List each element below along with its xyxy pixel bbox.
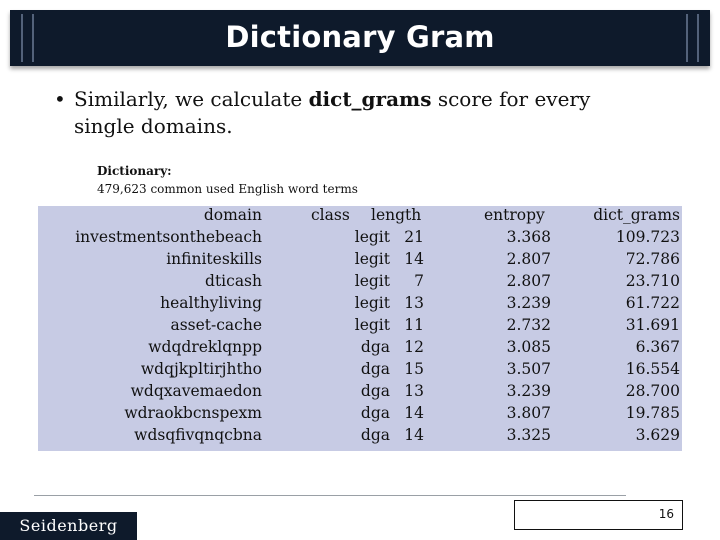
cell-entropy: 3.239 (506, 294, 551, 312)
cell-length: 13 (404, 382, 424, 400)
cell-domain: wdraokbcnspexm (124, 404, 262, 422)
cell-class: legit (354, 294, 390, 312)
bullet-text-post: score for every single domains. (74, 87, 591, 138)
cell-length: 21 (404, 228, 424, 246)
cell-length: 14 (404, 426, 424, 444)
cell-domain: wdqxavemaedon (130, 382, 262, 400)
title-bar (10, 10, 710, 66)
cell-class: dga (360, 404, 390, 422)
cell-dict-grams: 61.722 (625, 294, 680, 312)
dictionary-description: 479,623 common used English word terms (97, 182, 358, 196)
table-row (38, 402, 682, 424)
cell-dict-grams: 6.367 (635, 338, 680, 356)
table-row (38, 358, 682, 380)
cell-domain: asset-cache (170, 316, 262, 334)
cell-class: legit (354, 272, 390, 290)
cell-length: 14 (404, 404, 424, 422)
cell-length: 11 (404, 316, 424, 334)
bullet-point (54, 86, 634, 140)
bullet-text (74, 87, 590, 138)
table-row (38, 424, 682, 446)
column-header-entropy: entropy (484, 206, 545, 224)
cell-class: legit (354, 228, 390, 246)
table-row (38, 270, 682, 292)
column-header-class: class (311, 206, 350, 224)
cell-domain: dticash (205, 272, 262, 290)
cell-dict-grams: 19.785 (625, 404, 680, 422)
cell-length: 12 (404, 338, 424, 356)
cell-domain: infiniteskills (166, 250, 262, 268)
cell-length: 14 (404, 250, 424, 268)
table-row (38, 314, 682, 336)
cell-domain: wdqdreklqnpp (148, 338, 262, 356)
cell-dict-grams: 109.723 (615, 228, 680, 246)
cell-entropy: 3.807 (506, 404, 551, 422)
cell-entropy: 2.732 (506, 316, 551, 334)
cell-length: 13 (404, 294, 424, 312)
cell-entropy: 3.507 (506, 360, 551, 378)
cell-class: dga (360, 382, 390, 400)
cell-entropy: 3.325 (506, 426, 551, 444)
table-row (38, 380, 682, 402)
cell-dict-grams: 16.554 (625, 360, 680, 378)
cell-domain: wdqjkpltirjhtho (140, 360, 262, 378)
bullet-text-bold: dict_grams (308, 87, 432, 111)
cell-class: dga (360, 338, 390, 356)
table-row (38, 336, 682, 358)
cell-length: 7 (414, 272, 424, 290)
table-row (38, 226, 682, 248)
cell-dict-grams: 28.700 (625, 382, 680, 400)
column-header-domain: domain (203, 206, 262, 224)
page-number: 16 (658, 507, 674, 521)
cell-entropy: 2.807 (506, 250, 551, 268)
cell-domain: investmentsonthebeach (75, 228, 262, 246)
cell-class: legit (354, 250, 390, 268)
footer-divider (34, 495, 626, 496)
cell-class: dga (360, 426, 390, 444)
cell-class: dga (360, 360, 390, 378)
dictionary-heading: Dictionary: (97, 164, 172, 178)
cell-dict-grams: 3.629 (635, 426, 680, 444)
dictionary-note (97, 162, 358, 198)
cell-class: legit (354, 316, 390, 334)
cell-entropy: 3.239 (506, 382, 551, 400)
cell-dict-grams: 72.786 (625, 250, 680, 268)
cell-length: 15 (404, 360, 424, 378)
cell-entropy: 3.368 (506, 228, 551, 246)
footer-logo: Seidenberg (0, 512, 137, 540)
cell-entropy: 2.807 (506, 272, 551, 290)
column-header-length: length (371, 206, 422, 224)
bullet-marker: • (54, 87, 66, 111)
cell-dict-grams: 31.691 (625, 316, 680, 334)
cell-entropy: 3.085 (506, 338, 551, 356)
page-number-box (514, 500, 683, 530)
table-header-row (38, 204, 682, 226)
bullet-text-pre: Similarly, we calculate (74, 87, 309, 111)
cell-domain: healthyliving (160, 294, 262, 312)
column-header-dict-grams: dict_grams (593, 206, 680, 224)
table-row (38, 248, 682, 270)
table-row (38, 292, 682, 314)
cell-dict-grams: 23.710 (625, 272, 680, 290)
slide-title: Dictionary Gram (225, 20, 495, 54)
cell-domain: wdsqfivqnqcbna (134, 426, 262, 444)
